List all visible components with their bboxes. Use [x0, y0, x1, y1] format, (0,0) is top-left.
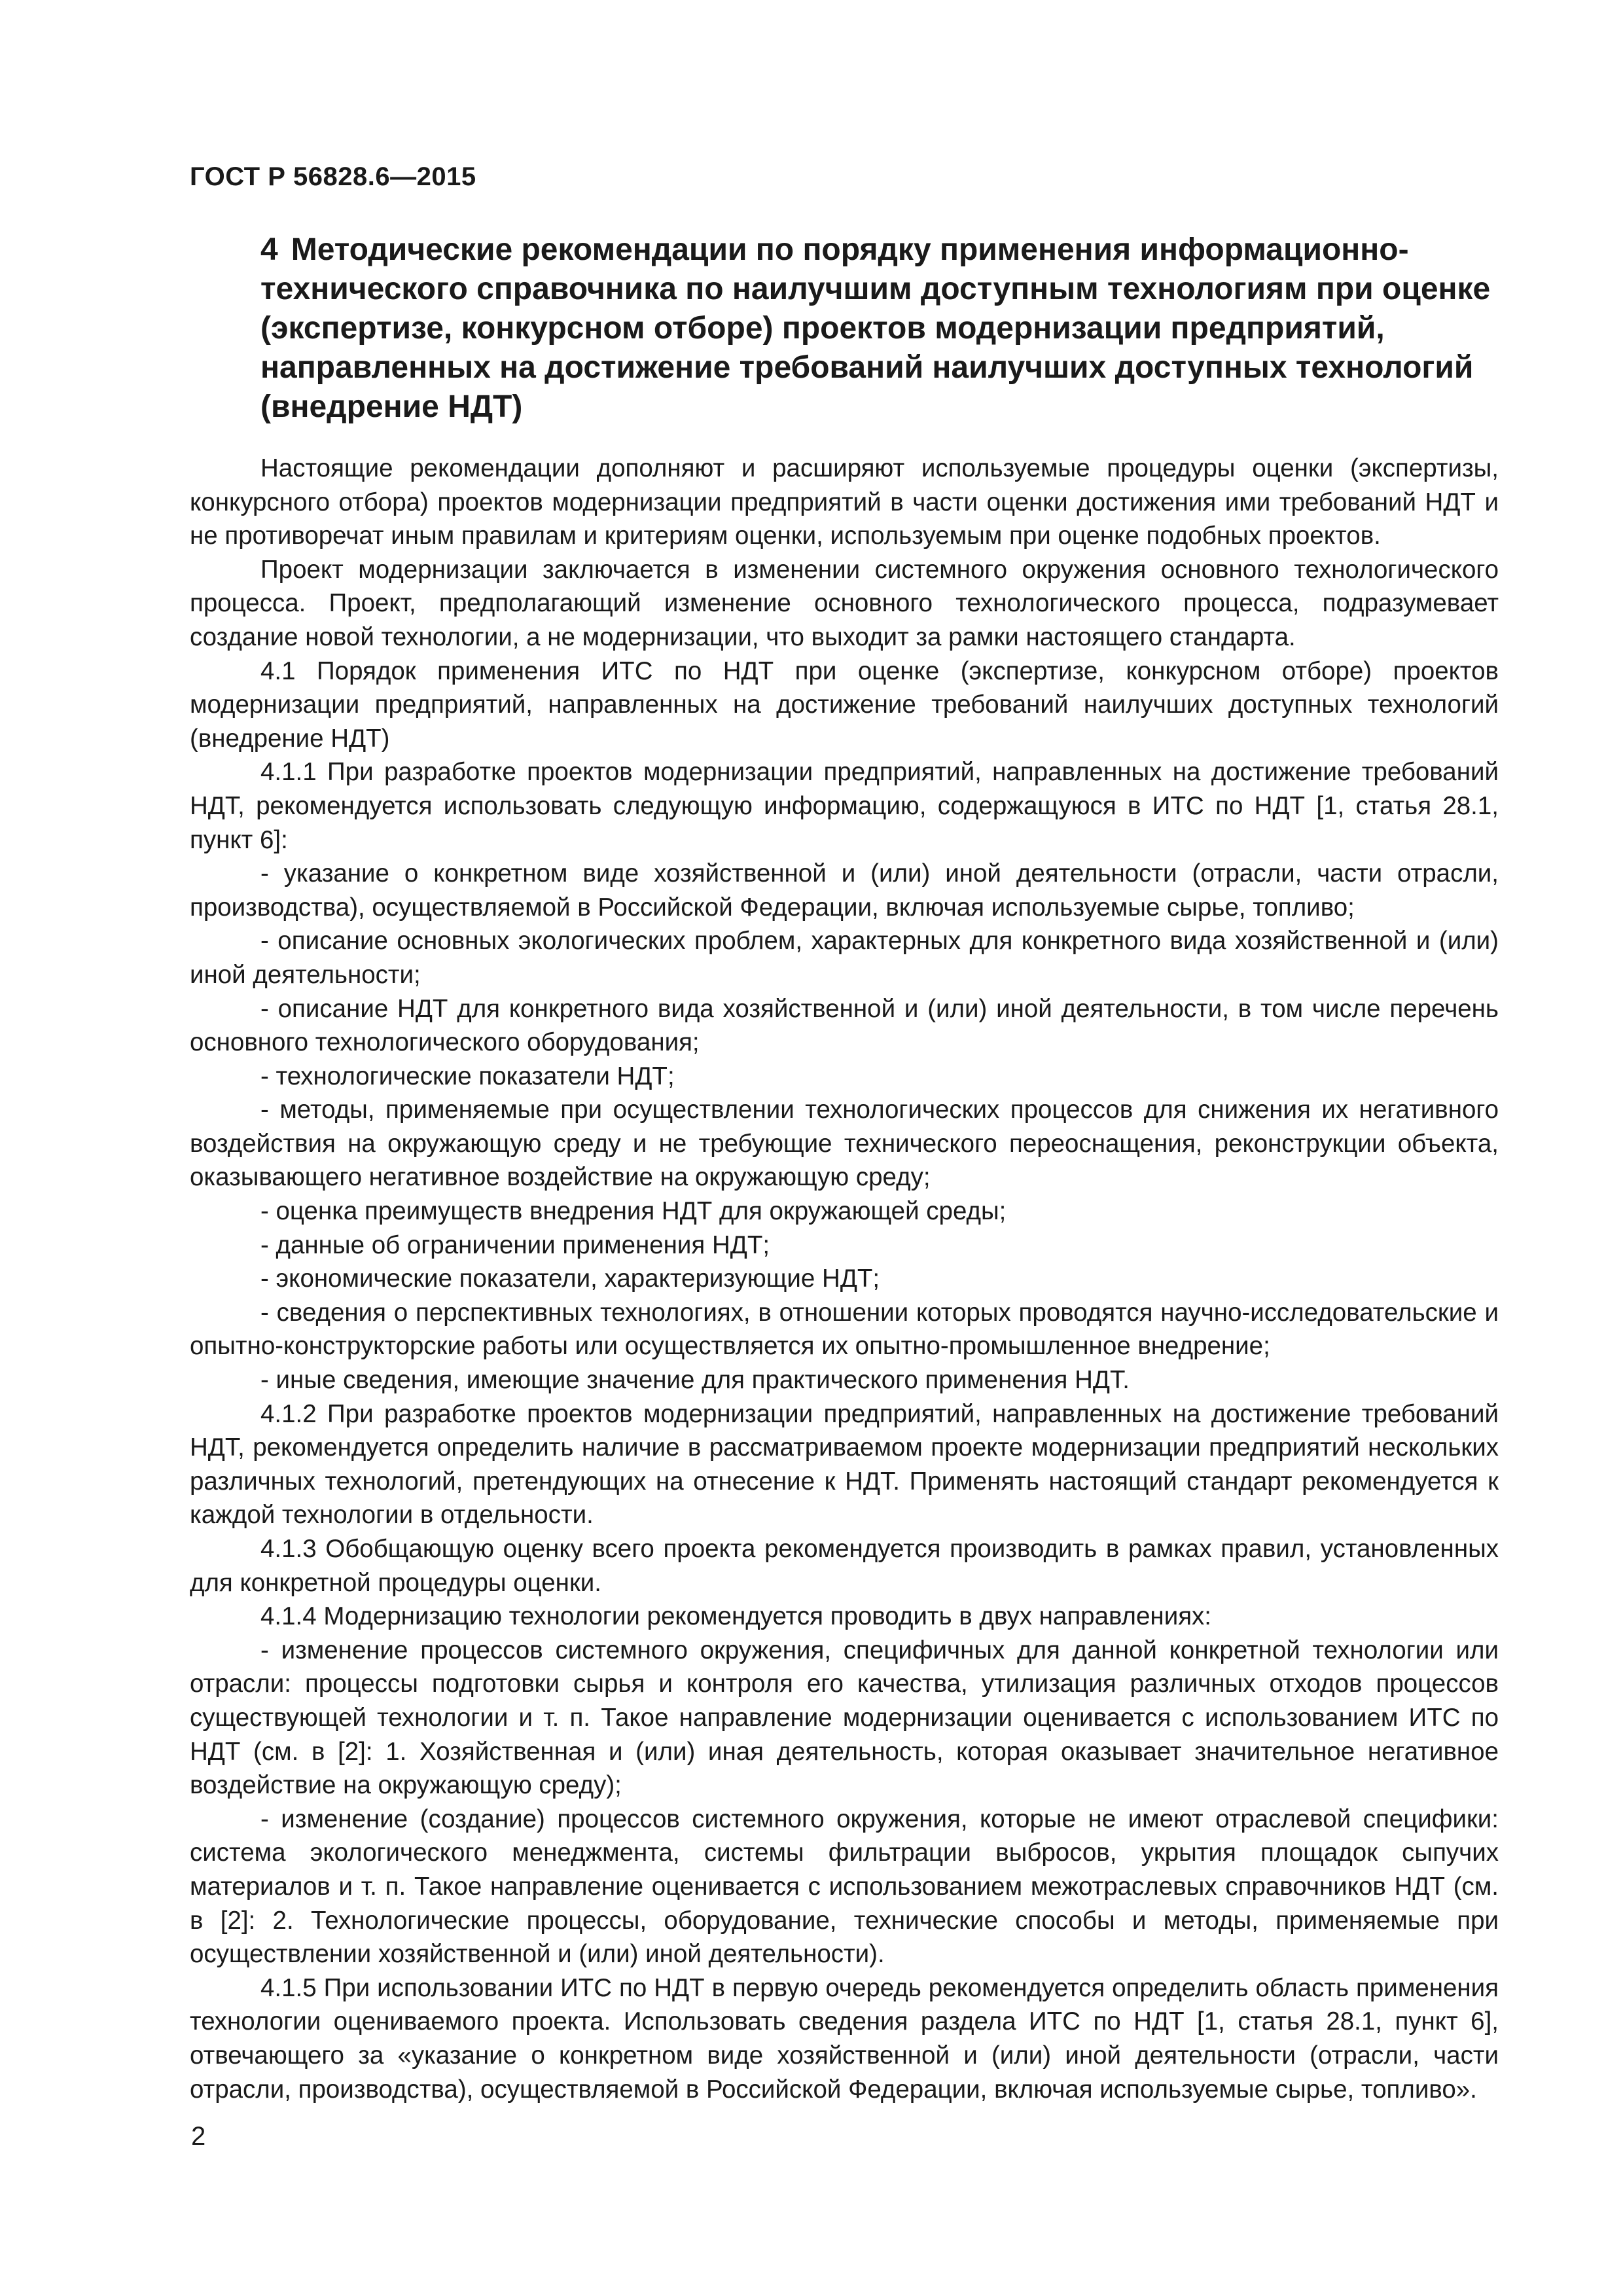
paragraph-4-1-4: 4.1.4 Модернизацию технологии рекомендуется проводить в двух направлениях:	[260, 1602, 1211, 1631]
paragraph-4-1-5: 4.1.5 При использовании ИТС по НДТ в первую очередь рекомендуется определить область применения технологии оцениваемого проекта. Использовать сведения раздела ИТС по НДТ [1, статья 28.1, пункт 6], отвечающего за «указание о конкретном виде хозяйственной и (или) иной деятельности (отрасли, части отрасли, производства), осуществляемой в Российской Федерации, включая используемые сырье, топливо».	[190, 1973, 1499, 2104]
list-item: - технологические показатели НДТ;	[260, 1062, 675, 1090]
paragraph-4-1-2: 4.1.2 При разработке проектов модернизации предприятий, направленных на достижение требований НДТ, рекомендуется определить наличие в рассматриваемом проекте модернизации предприятий нескольких различных технологий, претендующих на отнесение к НДТ. Применять настоящий стандарт рекомендуется к каждой технологии в отдельности.	[190, 1399, 1499, 1530]
list-item: - оценка преимуществ внедрения НДТ для окружающей среды;	[260, 1197, 1007, 1226]
list-item: - изменение процессов системного окружения, специфичных для данной конкретной технологии или отрасли: процессы подготовки сырья и контроля его качества, утилизация различных отходов процессов существующей технологии и т. п. Такое направление модернизации оценивается с использованием ИТС по НДТ (см. в [2]: 1. Хозяйственная и (или) иная деятельность, которая оказывает значительное негативное воздействие на окружающую среду);	[190, 1636, 1499, 1800]
section-title: Методические рекомендации по порядку применения информационно-технического справочника по наилучшим доступным технологиям при оценке (экспертизе, конкурсном отборе) проектов модернизации предприятий, направленных на достижение требований наилучших доступных технологий (внедрение НДТ)	[260, 232, 1491, 424]
paragraph-4-1: 4.1 Порядок применения ИТС по НДТ при оценке (экспертизе, конкурсном отборе) проектов модернизации предприятий, направленных на достижение требований наилучших доступных технологий (внедрение НДТ)	[190, 656, 1499, 753]
paragraph-4-1-1: 4.1.1 При разработке проектов модернизации предприятий, направленных на достижение требований НДТ, рекомендуется использовать следующую информацию, содержащуюся в ИТС по НДТ [1, статья 28.1, пункт 6]:	[190, 758, 1499, 854]
list-item: - экономические показатели, характеризующие НДТ;	[260, 1265, 880, 1293]
page-number: 2	[191, 2122, 206, 2151]
body-text	[190, 452, 1499, 2106]
list-item: - описание основных экологических проблем, характерных для конкретного вида хозяйственной и (или) иной деятельности;	[190, 927, 1499, 989]
section-number: 4	[260, 232, 278, 267]
paragraph-4-1-3: 4.1.3 Обобщающую оценку всего проекта рекомендуется производить в рамках правил, установленных для конкретной процедуры оценки.	[190, 1535, 1499, 1597]
list-item: - описание НДТ для конкретного вида хозяйственной и (или) иной деятельности, в том числе перечень основного технологического оборудования;	[190, 994, 1499, 1057]
section-heading	[260, 230, 1537, 427]
document-code: ГОСТ Р 56828.6—2015	[190, 162, 476, 191]
paragraph-intro: Настоящие рекомендации дополняют и расширяют используемые процедуры оценки (экспертизы, конкурсного отбора) проектов модернизации предприятий в части оценки достижения ими требований НДТ и не противоречат иным правилам и критериям оценки, используемым при оценке подобных проектов.	[190, 454, 1499, 550]
list-item: - данные об ограничении применения НДТ;	[260, 1230, 770, 1259]
list-item: - изменение (создание) процессов системного окружения, которые не имеют отраслевой специфики: система экологического менеджмента, системы фильтрации выбросов, укрытия площадок сыпучих материалов и т. п. Такое направление оценивается с использованием межотраслевых справочников НДТ (см. в [2]: 2. Технологические процессы, оборудование, технические способы и методы, применяемые при осуществлении хозяйственной и (или) иной деятельности).	[190, 1804, 1499, 1969]
list-item: - иные сведения, имеющие значение для практического применения НДТ.	[260, 1366, 1130, 1395]
list-item: - сведения о перспективных технологиях, в отношении которых проводятся научно-исследовательские и опытно-конструкторские работы или осуществляется их опытно-промышленное внедрение;	[190, 1298, 1499, 1361]
list-item: - указание о конкретном виде хозяйственной и (или) иной деятельности (отрасли, части отрасли, производства), осуществляемой в Российской Федерации, включая используемые сырье, топливо;	[190, 859, 1499, 922]
paragraph-project-definition: Проект модернизации заключается в изменении системного окружения основного технологического процесса. Проект, предполагающий изменение основного технологического процесса, подразумевает создание новой технологии, а не модернизации, что выходит за рамки настоящего стандарта.	[190, 555, 1499, 651]
list-item: - методы, применяемые при осуществлении технологических процессов для снижения их негативного воздействия на окружающую среду и не требующие технического переоснащения, реконструкции объекта, оказывающего негативное воздействие на окружающую среду;	[190, 1096, 1499, 1192]
